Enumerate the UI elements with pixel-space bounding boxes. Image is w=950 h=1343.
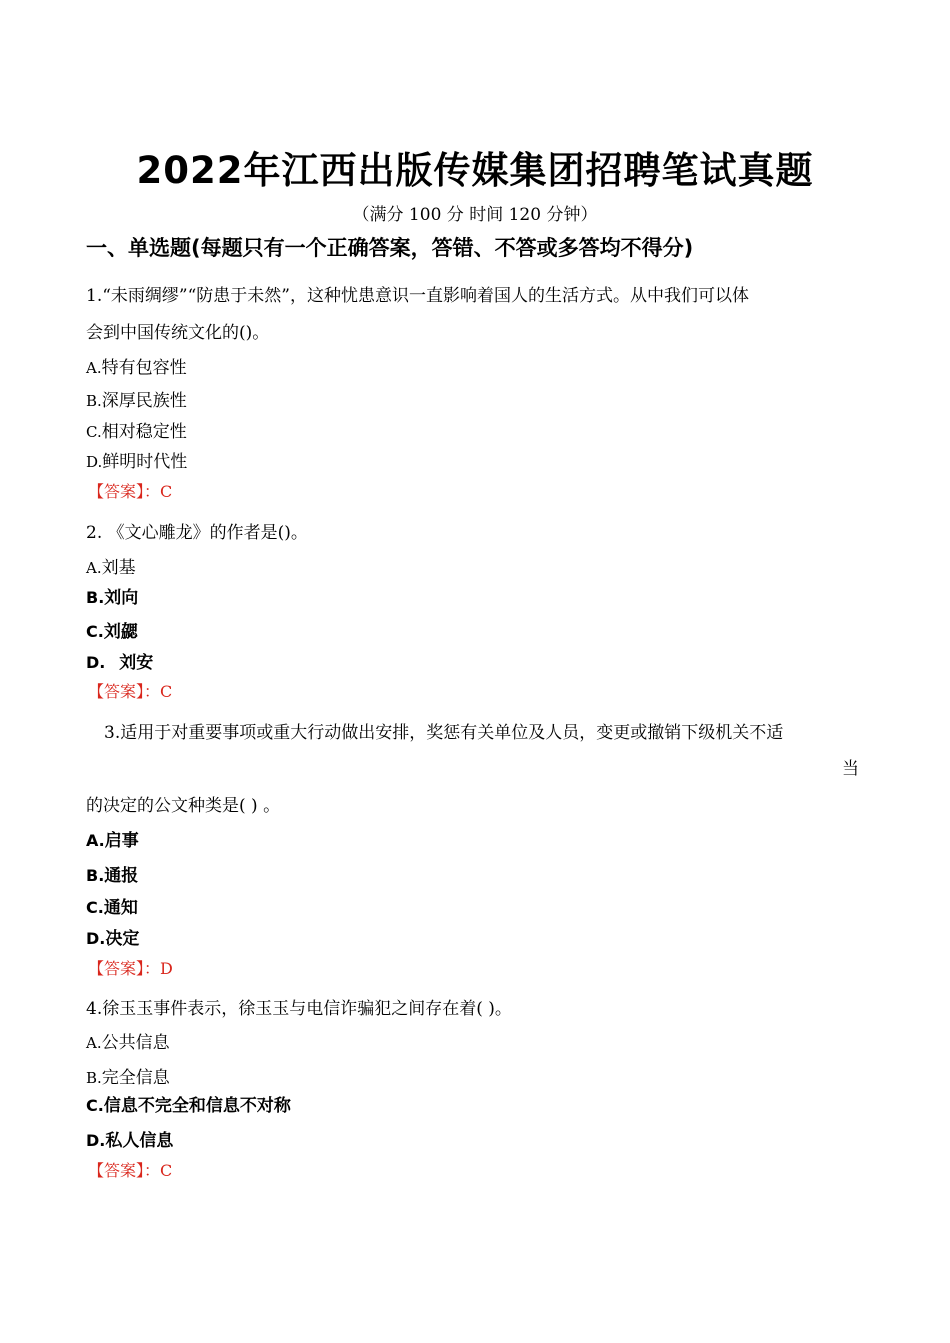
option-text: 相对稳定性 bbox=[101, 422, 187, 442]
question-1-option-c bbox=[86, 417, 187, 442]
option-text: 鲜明时代性 bbox=[102, 452, 188, 472]
question-3-option-a bbox=[86, 826, 139, 851]
question-4-line-1: 4.徐玉玉事件表示，徐玉玉与电信诈骗犯之间存在着( )。 bbox=[86, 999, 512, 1019]
option-letter: A. bbox=[86, 831, 105, 850]
question-3-option-d bbox=[86, 924, 139, 949]
question-2-answer bbox=[88, 679, 172, 702]
question-1-line-2: 会到中国传统文化的()。 bbox=[86, 323, 270, 343]
question-3-line-3: 的决定的公文种类是( ) 。 bbox=[86, 796, 281, 816]
question-2-line-1: 2. 《文心雕龙》的作者是()。 bbox=[86, 523, 308, 543]
question-1-line-1: 1.“未雨绸缪”“防患于未然”，这种忧患意识一直影响着国人的生活方式。从中我们可以体 bbox=[86, 286, 749, 306]
question-4-option-b bbox=[86, 1063, 170, 1088]
option-letter: D. bbox=[86, 929, 106, 948]
option-text: 私人信息 bbox=[105, 1131, 174, 1151]
option-letter: B. bbox=[86, 1069, 102, 1087]
option-letter: C. bbox=[86, 898, 104, 917]
option-letter: B. bbox=[86, 392, 102, 410]
option-text: 刘向 bbox=[104, 588, 139, 608]
option-text: 刘安 bbox=[113, 653, 154, 673]
answer-value: C bbox=[160, 682, 173, 701]
option-letter: C. bbox=[86, 622, 104, 641]
question-3-option-b bbox=[86, 861, 138, 886]
question-1-option-a bbox=[86, 353, 187, 378]
option-text: 公共信息 bbox=[101, 1033, 170, 1053]
question-4-option-d bbox=[86, 1126, 173, 1151]
question-3-option-c bbox=[86, 893, 138, 918]
option-letter: B. bbox=[86, 588, 105, 607]
question-3-answer bbox=[88, 956, 173, 979]
question-1-option-d bbox=[86, 447, 187, 472]
question-1-answer bbox=[88, 479, 172, 502]
option-letter: A. bbox=[86, 559, 102, 577]
option-text: 通报 bbox=[104, 866, 139, 886]
question-3-line-1: 3.适用于对重要事项或重大行动做出安排，奖惩有关单位及人员，变更或撤销下级机关不适 bbox=[104, 723, 784, 743]
option-letter: C. bbox=[86, 423, 102, 441]
option-text: 通知 bbox=[103, 898, 138, 918]
option-text: 启事 bbox=[104, 831, 139, 851]
answer-value: D bbox=[160, 959, 173, 978]
question-2-option-d bbox=[86, 648, 153, 673]
section-heading: 一、单选题(每题只有一个正确答案，答错、不答或多答均不得分) bbox=[86, 236, 694, 260]
answer-value: C bbox=[160, 1161, 173, 1180]
option-letter: B. bbox=[86, 866, 105, 885]
option-text: 信息不完全和信息不对称 bbox=[103, 1096, 291, 1116]
option-text: 决定 bbox=[105, 929, 140, 949]
document-title: 2022年江西出版传媒集团招聘笔试真题 bbox=[136, 149, 814, 192]
answer-label: 【答案】： bbox=[88, 1161, 161, 1180]
option-letter: A. bbox=[86, 1034, 102, 1052]
option-letter: D. bbox=[86, 453, 103, 471]
option-text: 完全信息 bbox=[101, 1068, 170, 1088]
question-3-line-2: 当 bbox=[842, 759, 859, 779]
option-text: 刘基 bbox=[101, 558, 136, 578]
option-text: 特有包容性 bbox=[101, 358, 187, 378]
option-letter: A. bbox=[86, 359, 102, 377]
question-4-answer bbox=[88, 1158, 172, 1181]
question-2-option-a bbox=[86, 553, 136, 578]
question-2-option-b bbox=[86, 583, 138, 608]
answer-label: 【答案】： bbox=[88, 682, 161, 701]
option-letter: C. bbox=[86, 1096, 104, 1115]
question-2-option-c bbox=[86, 617, 138, 642]
exam-info: （满分 100 分 时间 120 分钟） bbox=[352, 205, 598, 225]
answer-value: C bbox=[160, 482, 173, 501]
option-letter: D. bbox=[86, 653, 106, 672]
answer-label: 【答案】： bbox=[88, 482, 161, 501]
option-text: 深厚民族性 bbox=[101, 391, 187, 411]
question-4-option-c bbox=[86, 1091, 291, 1116]
question-1-option-b bbox=[86, 386, 187, 411]
question-4-option-a bbox=[86, 1028, 170, 1053]
option-text: 刘勰 bbox=[103, 622, 138, 642]
answer-label: 【答案】： bbox=[88, 959, 161, 978]
option-letter: D. bbox=[86, 1131, 106, 1150]
